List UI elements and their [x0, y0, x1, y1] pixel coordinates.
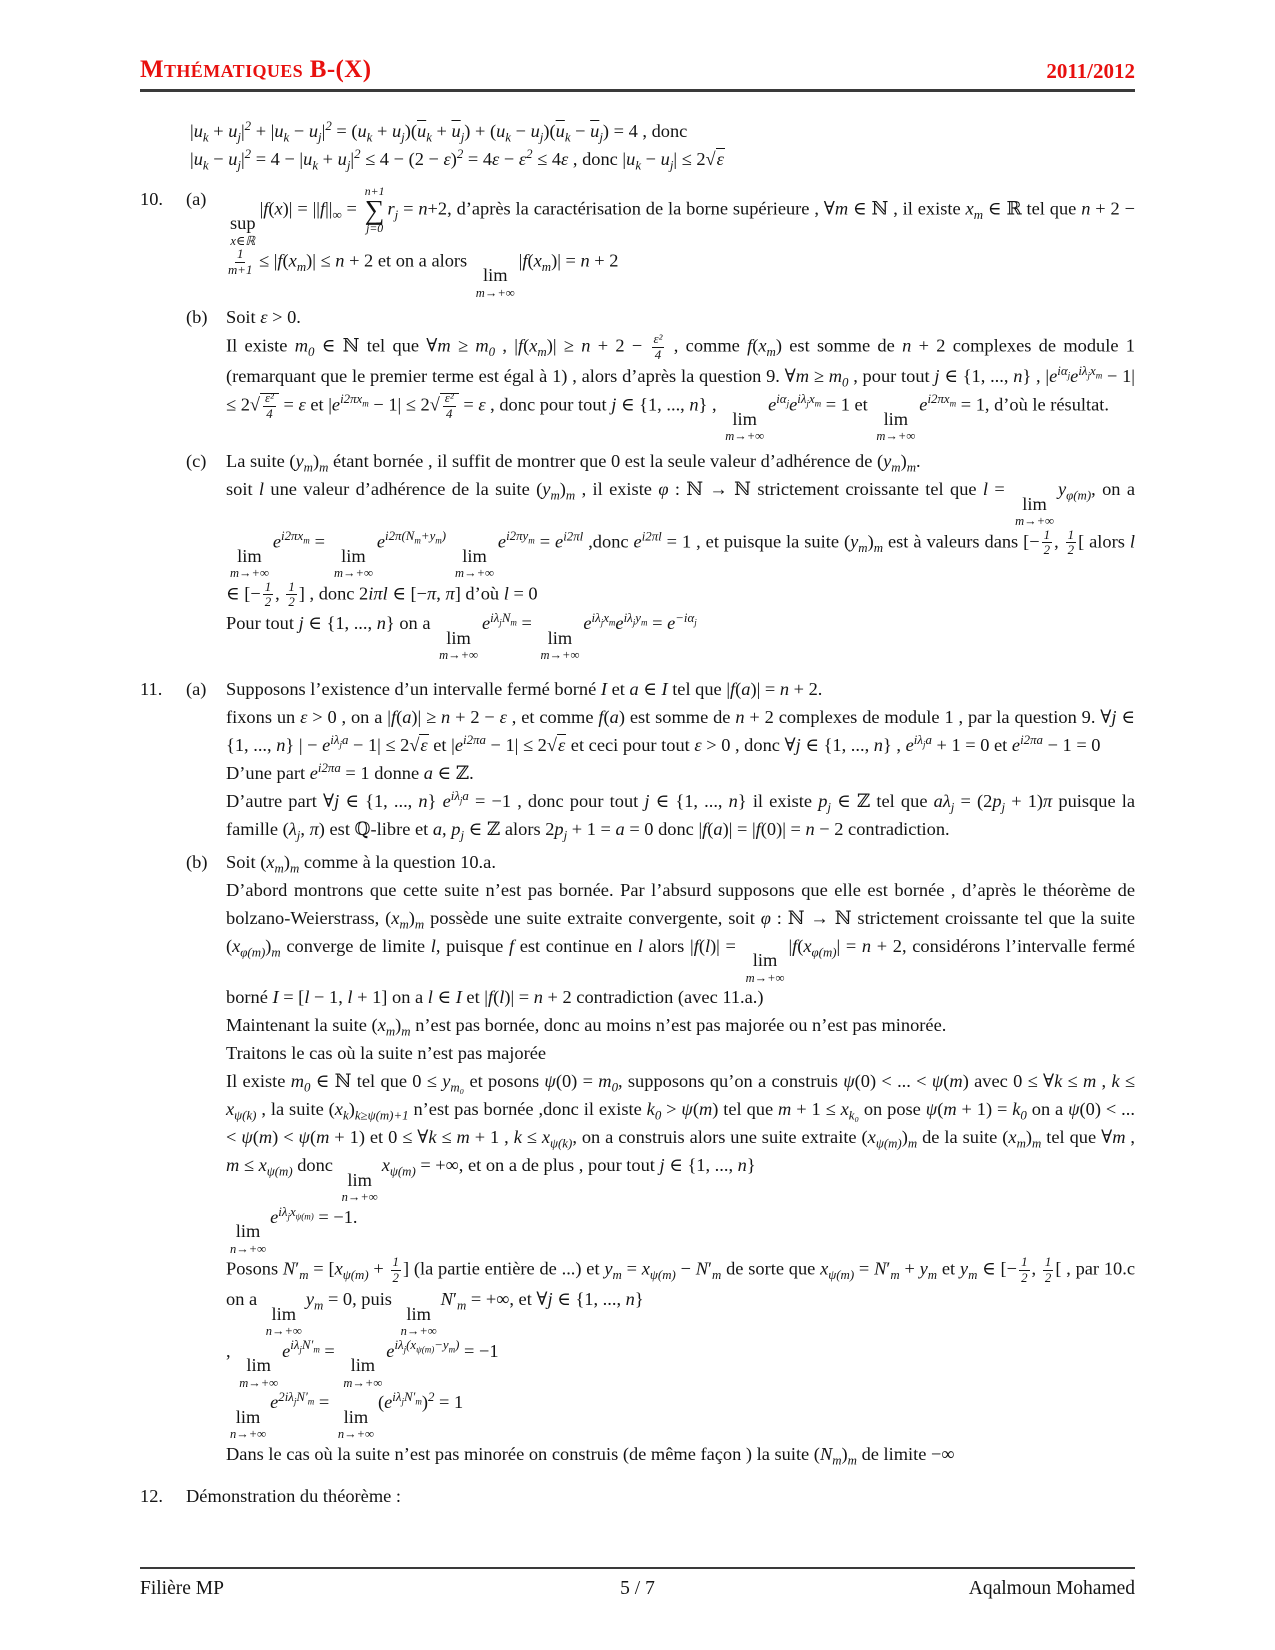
paragraph: Supposons l’existence d’un intervalle fermé borné I et a ∈ I tel que |f(a)| = n + 2. — [226, 678, 823, 699]
paragraph: Il existe $m_0$ ∈ ℕ tel que $0 \le y_{m_0}$ et posons $\psi(0) = m_0$, supposons qu’on a construis ψ(0) < ... < ψ(m) avec 0 ≤ ∀k ≤ m , $k \le x_{\psi(k)}$ , la suite $(x_k)_{k\ge\psi(m)+1}$ n’est pas bornée ,donc il existe $k_0 > \psi(m)$ tel que $m + 1 \le x_{k_0}$ on pose $\psi(m + 1) = k_0$ on a ψ(0) < ... < ψ(m) < ψ(m + 1) et 0 ≤ ∀k ≤ m + 1 , $k \le x_{\psi(k)}$, on a construis alors une suite extraite $(x_{\psi(m)})_m$ de la suite $(x_m)_m$ tel que ∀m , $m \le x_{\psi(m)}$ donc lim n→+∞ $x_{\psi(m)}$ = +∞, et on a de plus , pour tout j ∈ {1, ..., n} — [226, 1071, 1136, 1205]
footer-filiere: Filière MP — [140, 1578, 224, 1599]
paragraph: lim n→+∞ $e^{i\lambda_jx_{\psi(m)}} = -1$. — [230, 1204, 358, 1256]
part-label: (b) — [186, 851, 208, 872]
item-11-parts — [186, 676, 1135, 1474]
paragraph: Posons $N'_m = [x_{\psi(m)}$ + $\frac{1}{2}$ ] (la partie entière de ...) et $y_m = x_{\psi(m)} - N'_m$ de sorte que $x_{\psi(m)} = N'_m + y_m$ et $y_m$ ∈ [− $\frac{1}{2}$ , $\frac{1}{2}$ [ , par 10.c on a lim n→+∞ $y_m = 0$, puis lim n→+∞ $N'_m$ = +∞, et ∀j ∈ {1, ..., n} — [226, 1255, 1135, 1339]
paragraph: Soit $(x_m)_m$ comme à la question 10.a. — [226, 851, 496, 876]
paragraph: D’autre part ∀j ∈ {1, ..., n} $e^{i\lambda_ja} = -1$ , donc pour tout j ∈ {1, ..., n} il existe $p_j$ ∈ ℤ tel que $a\lambda_j = (2p_j + 1)\pi$ puisque la famille ($\lambda_j$, π) est ℚ-libre et a, $p_j$ ∈ ℤ alors $2p_j + 1 = a = 0$ donc |f(a)| = |f(0)| = n − 2 contradiction. — [226, 788, 1136, 843]
part-body — [226, 849, 1135, 1469]
part-10c — [186, 448, 1135, 662]
header-year: 2011/2012 — [1046, 59, 1135, 83]
part-11b — [186, 849, 1135, 1469]
paragraph: Il existe $m_0$ ∈ ℕ tel que ∀m ≥ $m_0$ , $|f(x_m)| \ge n + 2$ − $\frac{\text{ε²}}{4}$ , comme $f(x_m)$ est somme de n + 2 complexes de module 1 (remarquant que le premier terme est égal à 1) , alors d’après la question 9. ∀m ≥ $m_0$ , pour tout j ∈ {1, ..., n} , $|e^{i\alpha_j}e^{i\lambda_jx_m} - 1| \le 2√$ $\frac{\text{ε²}}{4}$ = ε et $|e^{i2\pi x_m} - 1| \le 2√$ $\frac{\text{ε²}}{4}$ = ε , donc pour tout j ∈ {1, ..., n} , lim m→+∞ $e^{i\alpha_j}e^{i\lambda_jx_m} = 1$ et lim m→+∞ $e^{i2\pi x_m} = 1$, d’où le résultat. — [226, 332, 1135, 444]
paragraph: Traitons le cas où la suite n’est pas majorée — [226, 1043, 547, 1064]
page-footer — [140, 1567, 1135, 1600]
paragraph: Soit ε > 0. — [226, 307, 301, 328]
part-label: (c) — [186, 450, 207, 471]
part-body — [226, 304, 1135, 443]
paragraph: soit l une valeur d’adhérence de la suite $(y_m)_m$ , il existe φ : ℕ → ℕ strictement croissante tel que l = lim m→+∞ $y_{\varphi(m)}$, on a lim m→+∞ $e^{i2\pi x_m}$ = lim m→+∞ $e^{i2\pi(N_m+y_m)}$ lim m→+∞ $e^{i2\pi y_m} = e^{i2\pi l}$ ,donc $e^{i2\pi l} = 1$ , et puisque la suite $(y_m)_m$ est à valeurs dans [− $\frac{1}{2}$ , $\frac{1}{2}$ [ alors l ∈ [− $\frac{1}{2}$ , $\frac{1}{2}$ ] , donc 2iπl ∈ [−π, π] d’où l = 0 — [226, 478, 1135, 610]
document-content — [140, 118, 1135, 1516]
item-number: 11. — [140, 678, 163, 699]
item-11 — [140, 676, 1135, 1474]
paragraph: La suite $(y_m)_m$ étant bornée , il suffit de montrer que 0 est la seule valeur d’adhérence de $(y_m)_m$. — [226, 450, 921, 475]
item-number: 10. — [140, 188, 163, 209]
paragraph: Démonstration du théorème : — [186, 1485, 402, 1506]
part-label: (b) — [186, 307, 208, 328]
item-12 — [140, 1483, 1135, 1516]
paragraph: Dans le cas où la suite n’est pas minorée on construis (de même façon ) la suite $(N_m)_m$ de limite −∞ — [226, 1443, 955, 1468]
part-12 — [186, 1483, 1135, 1511]
math-line: $|u_k + u_j|^2 + |u_k - u_j|^2 = (u_k + u_j)(\overline{u}_k + \overline{u}_j) + (u_k - u_j)(\overline{u}_k - \overline{u}_j) = 4$ , donc — [190, 118, 688, 145]
paragraph: D’abord montrons que cette suite n’est pas bornée. Par l’absurd supposons que elle est bornée , d’après le théorème de bolzano-Weierstrass, $(x_m)_m$ possède une suite extraite convergente, soit φ : ℕ → ℕ strictement croissante tel que la suite $(x_{\varphi(m)})_m$ converge de limite l, puisque f est continue en l alors |f(l)| = lim m→+∞ $|f(x_{\varphi(m)}| = n + 2$, considérons l’intervalle fermé borné I = [l − 1, l + 1] on a l ∈ I et |f(l)| = n + 2 contradiction (avec 11.a.) — [226, 879, 1136, 1008]
paragraph: lim n→+∞ $e^{2i\lambda_jN'_m}$ = lim n→+∞ $(e^{i\lambda_jN'_m})^2 = 1$ — [230, 1390, 464, 1442]
part-10b — [186, 304, 1135, 443]
part-body — [186, 1483, 1135, 1511]
page-header — [140, 56, 1135, 84]
paragraph: Pour tout j ∈ {1, ..., n} on a lim m→+∞ $e^{i\lambda_jN_m}$ = lim m→+∞ $e^{i\lambda_jx_m}e^{i\lambda_jy_m} = e^{-i\alpha_j}$ — [226, 611, 697, 663]
paragraph: fixons un ε > 0 , on a |f(a)| ≥ n + 2 − ε , et comme f(a) est somme de n + 2 complexes de module 1 , par la question 9. ∀j ∈ {1, ..., n} | − $e^{i\lambda_ja} - 1| \le 2√\varepsilon$ et $|e^{i2\pi a} - 1| \le 2√\varepsilon$ et ceci pour tout ε > 0 , donc ∀j ∈ {1, ..., n} , $e^{i\lambda_ja} + 1 = 0$ et $e^{i2\pi a} - 1 = 0$ — [226, 706, 1135, 755]
item-10-parts — [186, 186, 1135, 667]
item-number: 12. — [140, 1485, 163, 1506]
part-body — [226, 186, 1135, 299]
page-title: Mthématiques B-(X) — [140, 56, 372, 83]
footer-rule — [140, 1567, 1135, 1569]
part-label: (a) — [186, 678, 207, 699]
part-11a — [186, 676, 1135, 844]
part-10a — [186, 186, 1135, 299]
part-body — [226, 448, 1135, 662]
part-body — [226, 676, 1135, 844]
item-10 — [140, 186, 1135, 667]
footer-row — [140, 1578, 1135, 1600]
item-12-parts — [186, 1483, 1135, 1516]
continued-equations-block — [190, 118, 1135, 174]
math-line: $|u_k - u_j|^2 = 4 - |u_k + u_j|^2 \le 4 - (2 - \varepsilon)^2 = 4\varepsilon - \varepsilon^2 \le 4\varepsilon$ , donc $|u_k - u_j| \le 2√\varepsilon$ — [190, 146, 724, 173]
header-rule — [140, 89, 1135, 92]
part-label: (a) — [186, 188, 207, 209]
footer-page-number: 5 / 7 — [620, 1578, 655, 1599]
paragraph: D’une part $e^{i2\pi a} = 1$ donne a ∈ ℤ. — [226, 760, 474, 783]
paragraph: Maintenant la suite $(x_m)_m$ n’est pas bornée, donc au moins n’est pas majorée ou n’est pas minorée. — [226, 1015, 947, 1039]
paragraph: sup x∈ℝ $|f(x)| = ||f||_\infty$ = n+1 ∑ j=0 $r_j = n+2$, d’après la caractérisation de la borne supérieure , ∀m ∈ ℕ , il existe $x_m$ ∈ ℝ tel que n + 2 − $\frac{1}{m+1}$ ≤ $|f(x_m)| \le n + 2$ et on a alors lim m→+∞ $|f(x_m)| = n + 2$ — [228, 184, 1135, 300]
footer-author: Aqalmoun Mohamed — [968, 1578, 1136, 1599]
paragraph: , lim m→+∞ $e^{i\lambda_jN'_m}$ = lim m→+∞ $e^{i\lambda_j(x_{\psi(m)}-y_m)} = -1$ — [226, 1338, 499, 1390]
